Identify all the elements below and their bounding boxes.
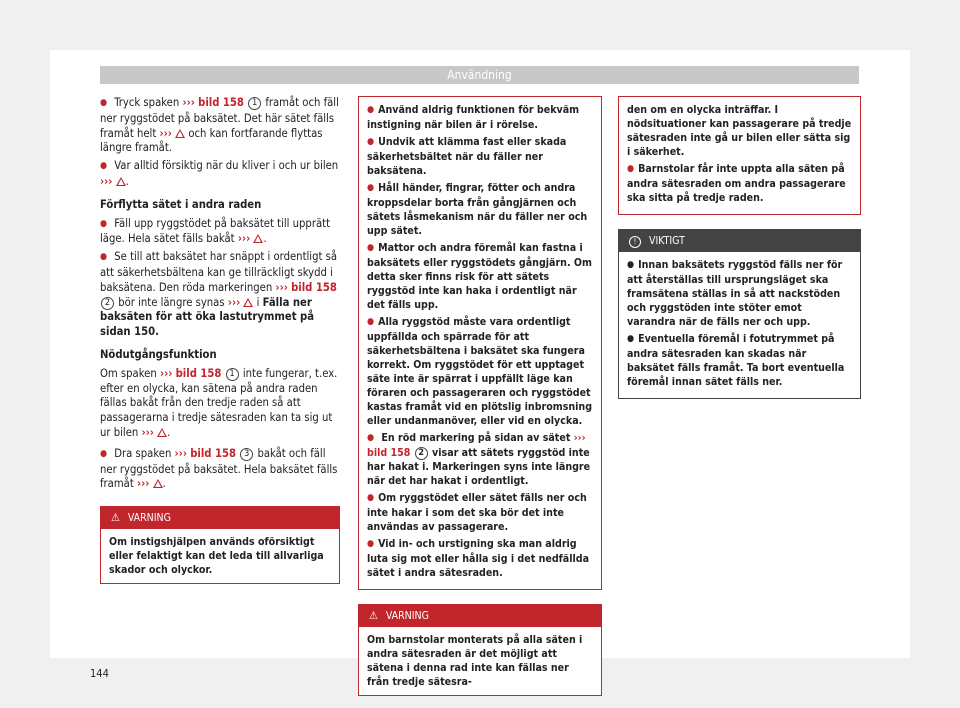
warning-box	[100, 506, 340, 584]
list-item: ● Var alltid försiktig när du kliver i och ur bilen ››› .	[100, 159, 340, 190]
callout-number: 2	[415, 447, 428, 460]
important-box	[618, 229, 861, 399]
figure-link[interactable]: bild 158	[367, 447, 411, 459]
column-3	[618, 96, 861, 399]
list-item: ● Innan baksätets ryggstöd fälls ner för att återställas till ursprungsläget ska framsätena ställas in så att nackstöden och ryggstöden inte stöter emot varandra när de fälls ner och upp.	[627, 258, 852, 329]
warning-icon: ⚠	[369, 609, 378, 622]
info-icon: !	[629, 236, 641, 248]
list-item: ● Se till att baksätet har snäppt i ordentligt så att säkerhetsbältena kan ge tillräckligt skydd i baksätena. Den röda markeringen ››› bild 158 2 bör inte längre synas ››› i Fälla ner baksäten för att öka lastutrymmet på sidan 150.	[100, 250, 340, 340]
callout-number: 1	[226, 368, 239, 381]
warning-box-header: ⚠ VARNING	[101, 507, 339, 529]
cross-reference-link[interactable]: Fälla ner baksäten för att öka lastutrymmet på sidan 150.	[100, 295, 315, 339]
warning-box-continued	[618, 96, 861, 215]
figure-link[interactable]: bild 158	[175, 366, 222, 380]
list-item: ● Mattor och andra föremål kan fastna i baksätets eller ryggstödets gångjärn. Om detta sker finns risk för att sätets ryggstöd inte kan haka i ordentligt när det fälls upp.	[367, 241, 593, 312]
warning-icon: ⚠	[111, 511, 120, 525]
list-item: ● Eventuella föremål i fotutrymmet på andra sätesraden kan skadas när baksätet fälls framåt. Ta bort eventuella föremål innan sätet fälls ner.	[627, 332, 852, 389]
warning-box-body: Om barnstolar monterats på alla säten i andra sätesraden är det möjligt att sätena i denna rad inte kan fällas ner från tredje sätesra-	[367, 634, 583, 688]
list-item: ● Vid in- och urstigning ska man aldrig luta sig mot eller hålla sig i det nedfällda sätet i andra sätesraden.	[367, 537, 593, 580]
warning-box-header: ⚠ VARNING	[359, 605, 601, 627]
page-number: 144	[90, 667, 109, 680]
important-box-header: ! VIKTIGT	[619, 230, 860, 252]
paragraph: Om spaken ››› bild 158 1 inte fungerar, t.ex. efter en olycka, kan sätena på andra raden fällas bakåt från den tredje raden så att passagerarna i tredje sätesraden kan ta sig ut ur bilen ››› .	[100, 366, 338, 439]
section-heading: Nödutgångsfunktion	[100, 347, 217, 361]
callout-number: 3	[240, 448, 253, 461]
warning-icon[interactable]	[116, 177, 126, 186]
warning-box	[358, 604, 602, 696]
warning-icon[interactable]	[153, 479, 163, 488]
warning-icon[interactable]	[157, 428, 167, 437]
section-heading: Förflytta sätet i andra raden	[100, 197, 262, 211]
page-header: Användning	[100, 66, 859, 84]
figure-link[interactable]: bild 158	[190, 446, 237, 460]
list-item: ● Om ryggstödet eller sätet fälls ner och inte hakar i som det ska bör det inte användas av passagerare.	[367, 491, 593, 534]
page	[50, 50, 910, 688]
list-item: ● Fäll upp ryggstödet på baksätet till upprätt läge. Hela sätet fälls bakåt ››› .	[100, 217, 340, 248]
warning-icon[interactable]	[175, 129, 185, 138]
column-1	[100, 96, 340, 584]
list-item: ● Barnstolar får inte uppta alla säten på andra sätesraden om andra passagerare ska sitta på tredje raden.	[627, 162, 852, 205]
column-2	[358, 96, 602, 696]
figure-link[interactable]: bild 158	[198, 96, 244, 109]
list-item: ● Håll händer, fingrar, fötter och andra kroppsdelar borta från gångjärnen och sätets låsmekanism när du fäller ner och upp sätet.	[367, 181, 593, 238]
warning-box-body: Om instigshjälpen används oförsiktigt eller felaktigt kan det leda till allvarliga skador och olyckor.	[109, 536, 324, 577]
warning-icon[interactable]	[253, 234, 263, 243]
callout-number: 1	[248, 97, 261, 110]
ref-arrow: ›››	[182, 96, 195, 109]
list-item: ● En röd markering på sidan av sätet ››› bild 158 2 visar att sätets ryggstöd inte har hakat i. Markeringen syns inte längre när det har hakat i ordentligt.	[367, 431, 593, 488]
warning-box-continued	[358, 96, 602, 590]
important-box-body	[619, 252, 860, 398]
list-item: ● Alla ryggstöd måste vara ordentligt uppfällda och spärrade för att säkerhetsbältena i baksätet ska fungera korrekt. Om ryggstödet för ett upptaget säte inte är spärrat i uppfällt läge kan föraren och passageraren och ryggstödet kastas framåt vid en plötslig inbromsning eller undanmanöver, eller vid en olycka.	[367, 315, 593, 428]
list-item: ● Tryck spaken ››› bild 158 1 framåt och fäll ner ryggstödet på baksätet. Det här sätet fälls framåt helt ››› och kan fortfarande flyttas längre framåt.	[100, 96, 340, 156]
list-item: ● Dra spaken ››› bild 158 3 bakåt och fäll ner ryggstödet på baksätet. Hela baksätet fälls framåt ››› .	[100, 447, 340, 492]
list-item: ● Använd aldrig funktionen för bekväm instigning när bilen är i rörelse.	[367, 103, 593, 132]
paragraph: den om en olycka inträffar. I nödsituationer kan passagerare på tredje sätesraden inte gå ur bilen eller sätta sig i säkerhet.	[627, 104, 852, 158]
warning-icon[interactable]	[243, 298, 253, 307]
callout-number: 2	[101, 297, 114, 310]
figure-link[interactable]: bild 158	[291, 280, 337, 294]
list-item: ● Undvik att klämma fast eller skada säkerhetsbältet när du fäller ner baksätena.	[367, 135, 593, 178]
